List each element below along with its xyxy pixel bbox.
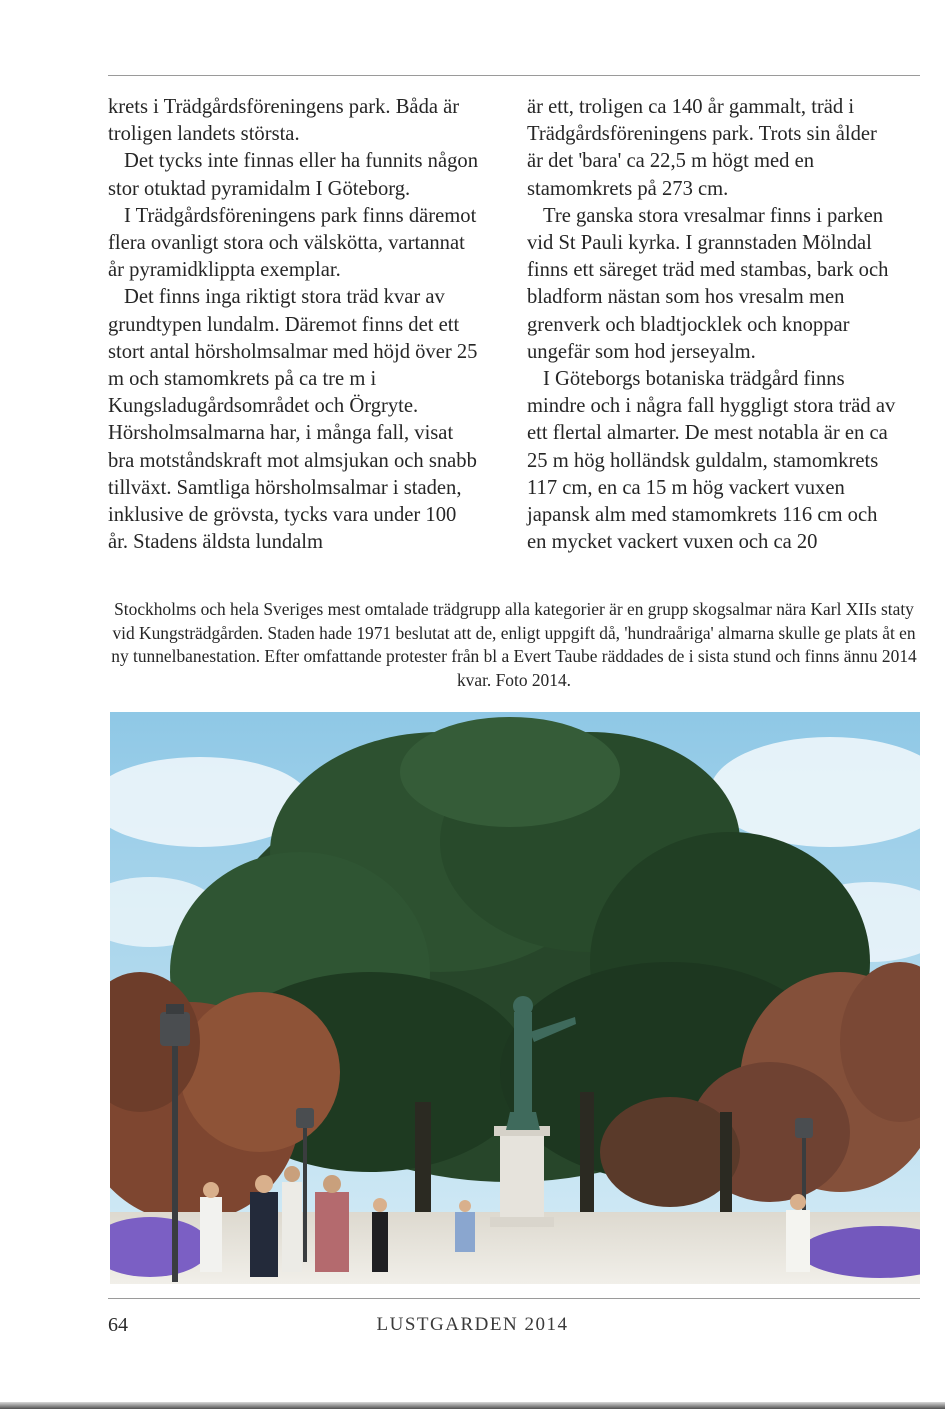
photo-caption: Stockholms och hela Sveriges mest omtalade trädgrupp alla kategorier är en grupp skogsalmar nära Karl XIIs staty vid Kungsträdgården. Staden hade 1971 beslutat att de, enligt uppgift då, 'hundraåriga' almarna skulle ge plats åt en ny tunnelbanestation. Efter omfattande protester från bl a Evert Taube räddades de i sista stund och finns ännu 2014 kvar. Foto 2014. (111, 599, 917, 690)
page-number: 64 (108, 1314, 128, 1336)
text-column-right (527, 94, 897, 556)
photo-kungstradgarden-elms (110, 712, 920, 1284)
tree-trunk (580, 1092, 594, 1222)
paragraph: I Göteborgs botaniska trädgård finns mindre och i några fall hyggligt stora träd av ett flertal almarter. De mest notabla är en ca 25 m hög holländsk guldalm, stamomkrets 117 cm, en ca 15 m hög vackert vuxen japansk alm med stamomkrets 116 cm och en mycket vackert vuxen och ca 20 (527, 368, 896, 554)
paragraph: Det tycks inte finnas eller ha funnits någon stor otuktad pyramidalm I Göteborg. (108, 150, 479, 200)
paragraph: I Trädgårdsföreningens park finns däremot flera ovanligt stora och välskötta, vartannat år pyramidklippta exemplar. (108, 204, 477, 282)
paragraph: Det finns inga riktigt stora träd kvar av grundtypen lundalm. Däremot finns det ett stort antal hörsholmsalmar med höjd över 25 m och stamomkrets på ca tre m i Kungsladugårdsområdet och Örgryte. Hörsholmsalmarna har, i många fall, visat bra motståndskraft mot almsjukan och snabb tillväxt. Samtliga hörsholmsalmar i staden, inklusive de grövsta, tycks vara under 100 år. Stadens äldsta lundalm (108, 286, 478, 554)
bottom-rule (108, 1298, 920, 1299)
tree-trunk (415, 1102, 431, 1222)
journal-title: LUSTGARDEN 2014 (376, 1314, 569, 1335)
paragraph: är ett, troligen ca 140 år gammalt, träd i Trädgårdsföreningens park. Trots sin ålder är det 'bara' ca 22,5 m högt med en stamomkrets på 273 cm. (527, 96, 877, 200)
scan-edge (0, 1402, 945, 1409)
tree-trunk (720, 1112, 732, 1222)
paragraph: Tre ganska stora vresalmar finns i parken vid St Pauli kyrka. I grannstaden Mölndal finns ett säreget träd med stambas, bark och bladform nästan som hos vresalm men grenverk och bladtjocklek och knoppar ungefär som hod jerseyalm. (527, 204, 889, 363)
text-column-left (108, 94, 478, 556)
top-rule (108, 75, 920, 76)
paragraph: krets i Trädgårdsföreningens park. Båda är troligen landets största. (108, 96, 460, 146)
